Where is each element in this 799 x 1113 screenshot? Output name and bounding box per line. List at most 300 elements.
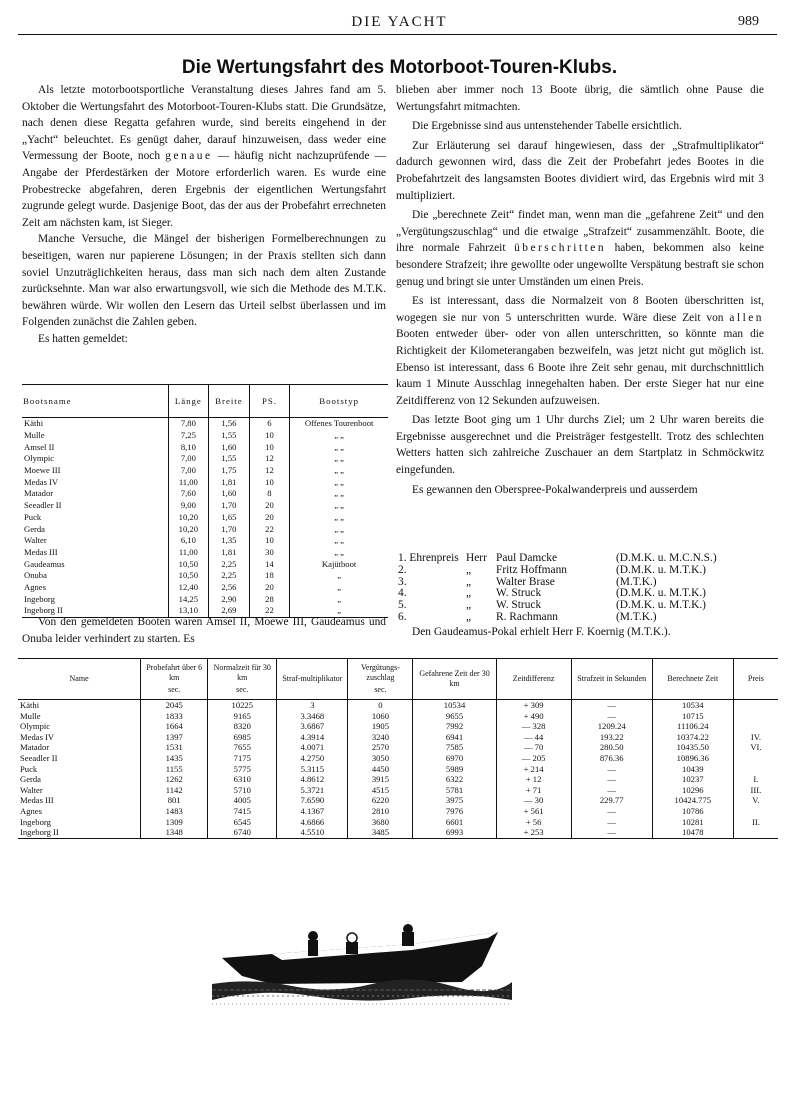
results-cell: 5775 xyxy=(208,764,277,775)
entries-row xyxy=(22,488,388,500)
result-boat-name: Matador xyxy=(20,742,50,753)
entries-cell: 18 xyxy=(249,570,290,582)
results-cell: I. xyxy=(733,774,778,785)
entries-cell: „ „ xyxy=(290,488,388,500)
entries-cell: 6 xyxy=(249,418,290,430)
results-cell: + 490 xyxy=(496,711,571,722)
entries-cell: 8,10 xyxy=(168,441,209,453)
results-cell: 4.2750 xyxy=(277,753,348,764)
entries-header-4: Bootstyp xyxy=(290,385,388,418)
left-paragraph-1: Als letzte motorbootsportliche Veranstaltung dieses Jahres fand am 5. Oktober die Wertungsfahrt des Motorboot-Touren-Klubs statt. Die Grundsätze, nach denen diese Regatta gefahren wurde, sind bereits eingehend in der „Yacht“ beleuchtet. Es genügt daher, darauf hinzuweisen, dass weder eine Vermessung der Boote, noch genaue — häufig nicht nachzuprüfende — Angabe der Pferdestärken der Motore erforderlich waren. Es wurde eine Probestrecke abgefahren, deren Ergebnis der eigentlichen Wertungsfahrt zugrunde gelegt wurde. Dasjenige Boot, das der aus der Probefahrt errechneten Zeit am nächsten kam, ist Sieger. xyxy=(22,84,386,229)
entries-cell: 1,81 xyxy=(209,476,250,488)
results-cell: 10534 xyxy=(413,700,496,711)
boat-name: Medas IV xyxy=(24,476,59,487)
results-cell: — xyxy=(571,817,652,828)
boat-name: Olympic xyxy=(24,453,55,464)
entries-cell: „ „ xyxy=(290,430,388,442)
entries-row xyxy=(22,430,388,442)
entries-row xyxy=(22,441,388,453)
entries-cell: 14 xyxy=(249,558,290,570)
result-boat-name: Mulle xyxy=(20,710,41,721)
winner-pre: „ xyxy=(466,575,472,588)
entries-cell: 30 xyxy=(249,547,290,559)
results-header-9 xyxy=(733,659,778,700)
results-cell: 229.77 xyxy=(571,795,652,806)
page-header xyxy=(0,14,799,34)
results-cell: 2810 xyxy=(348,806,413,817)
winner-pre: „ xyxy=(466,610,472,623)
results-cell: + 309 xyxy=(496,700,571,711)
results-table xyxy=(18,658,778,839)
result-boat-name: Medas III xyxy=(20,795,54,806)
winner-club: (M.T.K.) xyxy=(616,575,657,588)
results-row xyxy=(18,742,778,753)
boat-name: Käthi xyxy=(24,418,44,429)
results-cell: 3 xyxy=(277,700,348,711)
entries-cell: 13,10 xyxy=(168,605,209,617)
results-cell: 6220 xyxy=(348,795,413,806)
entries-cell: 7,60 xyxy=(168,488,209,500)
results-cell: 1262 xyxy=(141,774,208,785)
entries-cell: 10,50 xyxy=(168,558,209,570)
results-cell: 10786 xyxy=(652,806,733,817)
entries-cell: 1,65 xyxy=(209,512,250,524)
entries-header-3: PS. xyxy=(249,385,290,418)
results-cell xyxy=(733,700,778,711)
winner-club: (D.M.K. u. M.C.N.S.) xyxy=(616,552,717,564)
entries-cell: Offenes Tourenboot xyxy=(290,418,388,430)
results-row xyxy=(18,774,778,785)
left-column xyxy=(22,82,386,348)
results-cell xyxy=(733,827,778,838)
entries-header-1: Länge xyxy=(168,385,209,418)
entries-cell: „ „ xyxy=(290,523,388,535)
results-cell: — xyxy=(571,785,652,796)
results-cell: 10896.36 xyxy=(652,753,733,764)
pokal-line: Den Gaudeamus-Pokal erhielt Herr F. Koernig (M.T.K.). xyxy=(412,626,671,638)
results-cell: 10281 xyxy=(652,817,733,828)
entries-header-2: Breite xyxy=(209,385,250,418)
results-header-0 xyxy=(18,659,141,700)
results-cell: 1142 xyxy=(141,785,208,796)
results-cell xyxy=(733,721,778,732)
results-header-label: Preis xyxy=(747,674,764,683)
entries-cell: „ „ xyxy=(290,453,388,465)
entries-cell: „ „ xyxy=(290,500,388,512)
results-cell: 2570 xyxy=(348,742,413,753)
results-cell: VI. xyxy=(733,742,778,753)
winner-place: 5. xyxy=(398,599,407,612)
winner-row xyxy=(396,612,719,624)
results-cell: 7175 xyxy=(208,753,277,764)
entries-cell: 10 xyxy=(249,535,290,547)
boat-name: Gaudeamus xyxy=(24,558,65,569)
results-header-2 xyxy=(208,659,277,700)
entries-cell: 12 xyxy=(249,465,290,477)
winner-name: Walter Brase xyxy=(496,575,555,588)
right-column xyxy=(396,82,764,501)
entries-row xyxy=(22,453,388,465)
winner-pre: „ xyxy=(466,563,472,576)
results-row xyxy=(18,764,778,775)
results-cell: 10225 xyxy=(208,700,277,711)
results-cell: 5781 xyxy=(413,785,496,796)
results-cell: 7585 xyxy=(413,742,496,753)
entries-cell: „ „ xyxy=(290,547,388,559)
results-header-label: Normalzeit für 30 km xyxy=(213,663,271,682)
results-cell: 9655 xyxy=(413,711,496,722)
winners-list xyxy=(396,553,719,624)
results-header-label: Vergütungs-zuschlag xyxy=(360,663,400,682)
results-cell: 10439 xyxy=(652,764,733,775)
entries-cell: „ „ xyxy=(290,535,388,547)
winner-club: (D.M.K. u. M.T.K.) xyxy=(616,587,706,600)
winner-place: 6. xyxy=(398,610,407,623)
results-cell: 3050 xyxy=(348,753,413,764)
entries-cell: 7,00 xyxy=(168,465,209,477)
entries-cell: 2,90 xyxy=(209,593,250,605)
winner-pre: Herr xyxy=(466,552,487,564)
results-cell: 4.6866 xyxy=(277,817,348,828)
result-boat-name: Ingeborg xyxy=(20,816,51,827)
entries-row xyxy=(22,582,388,594)
results-cell: 1209.24 xyxy=(571,721,652,732)
results-header-8 xyxy=(652,659,733,700)
entries-cell: 20 xyxy=(249,582,290,594)
winner-name: W. Struck xyxy=(496,599,542,612)
results-header-label: Gefahrene Zeit der 30 km xyxy=(419,669,490,688)
entries-cell: 12,40 xyxy=(168,582,209,594)
entries-cell: 2,25 xyxy=(209,558,250,570)
entries-cell: 10 xyxy=(249,441,290,453)
results-cell: 1531 xyxy=(141,742,208,753)
results-cell: 7976 xyxy=(413,806,496,817)
results-cell: 3485 xyxy=(348,827,413,838)
results-header-unit: sec. xyxy=(168,685,181,694)
results-cell: 11106.24 xyxy=(652,721,733,732)
boat-name: Ingeborg II xyxy=(22,605,168,617)
results-cell xyxy=(733,753,778,764)
entries-cell: 7,80 xyxy=(168,418,209,430)
winner-place: 4. xyxy=(398,587,407,600)
winner-club: (D.M.K. u. M.T.K.) xyxy=(616,599,706,612)
results-cell: 9165 xyxy=(208,711,277,722)
results-cell: 4005 xyxy=(208,795,277,806)
results-cell: — xyxy=(571,711,652,722)
entries-cell: 11,00 xyxy=(168,476,209,488)
winner-name: Paul Damcke xyxy=(496,552,558,564)
winner-row xyxy=(396,565,719,577)
entries-row xyxy=(22,558,388,570)
entries-cell: „ xyxy=(290,570,388,582)
results-row xyxy=(18,711,778,722)
results-cell: II. xyxy=(733,817,778,828)
results-cell: 10374.22 xyxy=(652,732,733,743)
entries-row xyxy=(22,512,388,524)
entries-table xyxy=(22,384,388,618)
results-cell xyxy=(733,711,778,722)
entries-cell: 10 xyxy=(249,430,290,442)
results-cell: 5989 xyxy=(413,764,496,775)
entries-row xyxy=(22,500,388,512)
results-cell: — 30 xyxy=(496,795,571,806)
result-boat-name: Ingeborg II xyxy=(18,827,141,838)
results-row xyxy=(18,700,778,711)
results-cell: — 205 xyxy=(496,753,571,764)
right-paragraph-4: Die „berechnete Zeit“ findet man, wenn man die „gefahrene Zeit“ und den „Vergütungszuschlag“ und die etwaige „Strafzeit“ zusammenzählt. Boote, die ihre normale Fahrzeit überschritten haben, bekommen also keine besondere Strafzeit; ihre gewollte oder ungewollte Verspätung bestraft sie schon genug und bringt sie unter Umständen um einen Preis. xyxy=(396,209,764,288)
results-header-1 xyxy=(141,659,208,700)
boat-name: Agnes xyxy=(24,581,46,592)
results-cell: 6545 xyxy=(208,817,277,828)
results-cell: 3.3468 xyxy=(277,711,348,722)
results-cell: 280.50 xyxy=(571,742,652,753)
results-cell: 5.3721 xyxy=(277,785,348,796)
entries-cell: 10,20 xyxy=(168,523,209,535)
result-boat-name: Seeadler II xyxy=(20,753,58,764)
results-cell: 1348 xyxy=(141,827,208,838)
results-header-unit: sec. xyxy=(236,685,249,694)
results-header-label: Straf-multiplikator xyxy=(282,674,343,683)
motorboat-illustration xyxy=(212,920,512,1010)
entries-cell: 1,55 xyxy=(209,453,250,465)
results-cell: 4515 xyxy=(348,785,413,796)
results-header-5 xyxy=(413,659,496,700)
results-cell: 10296 xyxy=(652,785,733,796)
results-header-3 xyxy=(277,659,348,700)
results-cell: 6740 xyxy=(208,827,277,838)
entries-cell: „ „ xyxy=(290,476,388,488)
boat-name: Gerda xyxy=(24,523,45,534)
results-cell: 1905 xyxy=(348,721,413,732)
right-paragraph-3: Zur Erläuterung sei darauf hingewiesen, dass der „Strafmultiplikator“ dadurch gewonnen wird, dass die Zeit der Probefahrt jedes Bootes in die Probefahrtzeit des langsamsten Bootes dividiert wird, das Ergebnis wird mit 3 multipliziert. xyxy=(396,139,764,202)
article-title: Die Wertungsfahrt des Motorboot-Touren-Klubs. xyxy=(181,57,618,78)
entries-row xyxy=(22,465,388,477)
results-cell: 3.6867 xyxy=(277,721,348,732)
entries-cell: 7,00 xyxy=(168,453,209,465)
results-cell: 4.1367 xyxy=(277,806,348,817)
result-boat-name: Walter xyxy=(20,784,43,795)
results-cell: 3975 xyxy=(413,795,496,806)
left-paragraph-2: Manche Versuche, die Mängel der bisherigen Formelberechnungen zu beseitigen, waren nur papierene Lösungen; in der Praxis stellten sich dann soviel Unzuträglichkeiten heraus, dass man sich nach dem alten Zustande zurücksehnte. Man war also erwartungsvoll, wie sich die Methode des M.T.K. bewähren würde. Wir wollen den Lesern das Urteil selbst überlassen und im Folgenden zunächst die Zahlen geben. xyxy=(22,233,386,329)
results-cell: 2045 xyxy=(141,700,208,711)
results-header-6 xyxy=(496,659,571,700)
results-cell: 7.6590 xyxy=(277,795,348,806)
entries-row xyxy=(22,593,388,605)
entries-row xyxy=(22,535,388,547)
results-cell: — xyxy=(571,806,652,817)
results-cell: V. xyxy=(733,795,778,806)
winner-name: Fritz Hoffmann xyxy=(496,563,567,576)
page-number: 989 xyxy=(738,14,759,29)
results-cell: 4450 xyxy=(348,764,413,775)
boat-name: Moewe III xyxy=(24,465,61,476)
results-cell: 6941 xyxy=(413,732,496,743)
entries-cell: 6,10 xyxy=(168,535,209,547)
entries-cell: 1,81 xyxy=(209,547,250,559)
results-row xyxy=(18,827,778,838)
results-cell: 4.0071 xyxy=(277,742,348,753)
results-cell: 6322 xyxy=(413,774,496,785)
winner-pre: „ xyxy=(466,587,472,600)
results-cell: — xyxy=(571,774,652,785)
journal-title: DIE YACHT xyxy=(351,14,448,30)
entries-cell: 1,70 xyxy=(209,500,250,512)
results-row xyxy=(18,795,778,806)
result-boat-name: Medas IV xyxy=(20,731,55,742)
results-cell: — xyxy=(571,827,652,838)
results-cell: 8320 xyxy=(208,721,277,732)
results-row xyxy=(18,817,778,828)
entries-row xyxy=(22,570,388,582)
entries-row xyxy=(22,523,388,535)
results-cell: 6985 xyxy=(208,732,277,743)
winner-place: 2. xyxy=(398,563,407,576)
results-cell: 6310 xyxy=(208,774,277,785)
winner-name: R. Rachmann xyxy=(496,610,559,623)
results-header-4 xyxy=(348,659,413,700)
result-boat-name: Gerda xyxy=(20,774,41,785)
winner-club: (M.T.K.) xyxy=(616,610,657,623)
boat-name: Mulle xyxy=(24,430,45,441)
results-cell: — 44 xyxy=(496,732,571,743)
results-row xyxy=(18,785,778,796)
results-cell: — xyxy=(571,764,652,775)
entries-cell: 10,50 xyxy=(168,570,209,582)
entries-cell: 12 xyxy=(249,453,290,465)
entries-cell: 7,25 xyxy=(168,430,209,442)
results-cell: 4.8612 xyxy=(277,774,348,785)
entries-row xyxy=(22,476,388,488)
winner-place: 1. Ehrenpreis xyxy=(398,552,459,564)
results-cell: 1397 xyxy=(141,732,208,743)
results-cell: 10237 xyxy=(652,774,733,785)
results-row xyxy=(18,806,778,817)
entries-cell: 10 xyxy=(249,476,290,488)
results-cell: 7655 xyxy=(208,742,277,753)
results-cell: 3240 xyxy=(348,732,413,743)
results-cell: + 56 xyxy=(496,817,571,828)
entries-cell: 2,69 xyxy=(209,605,250,617)
entries-cell: 1,60 xyxy=(209,441,250,453)
results-row xyxy=(18,721,778,732)
entries-cell: „ xyxy=(290,605,388,617)
results-cell: 10534 xyxy=(652,700,733,711)
entries-cell: „ „ xyxy=(290,441,388,453)
results-row xyxy=(18,753,778,764)
entries-cell: 2,25 xyxy=(209,570,250,582)
left-paragraph-3: Es hatten gemeldet: xyxy=(38,332,128,345)
results-header-label: Berechnete Zeit xyxy=(667,674,719,683)
results-cell: 10435.50 xyxy=(652,742,733,753)
entries-cell: 2,56 xyxy=(209,582,250,594)
results-cell: 10478 xyxy=(652,827,733,838)
results-header-label: Strafzeit in Sekunden xyxy=(577,674,647,683)
entries-cell: 1,60 xyxy=(209,488,250,500)
entries-row xyxy=(22,547,388,559)
results-cell: 5.3115 xyxy=(277,764,348,775)
entries-cell: 20 xyxy=(249,500,290,512)
entries-row xyxy=(22,418,388,430)
entries-header-0: Bootsname xyxy=(22,385,168,418)
left-paragraph-4: Von den gemeldeten Booten waren Amsel II, Moewe III, Gaudeamus und Onuba leider verhindert zu starten. Es xyxy=(22,616,386,645)
results-cell: 10424.775 xyxy=(652,795,733,806)
results-cell: 0 xyxy=(348,700,413,711)
results-header-label: Probefahrt über 6 km xyxy=(146,663,203,682)
results-cell xyxy=(733,806,778,817)
entries-cell: 11,00 xyxy=(168,547,209,559)
entries-cell: 28 xyxy=(249,593,290,605)
boat-name: Amsel II xyxy=(24,441,55,452)
winner-pre: „ xyxy=(466,599,472,612)
results-cell: 7992 xyxy=(413,721,496,732)
results-cell: — 70 xyxy=(496,742,571,753)
results-cell: 876.36 xyxy=(571,753,652,764)
boat-name: Walter xyxy=(24,535,47,546)
right-paragraph-5: Es ist interessant, dass die Normalzeit von 8 Booten überschritten ist, wogegen sie nur von 5 unterschritten wurde. Wäre diese Zeit von allen Booten entweder über- oder von allen unterschritten, so könnte man die Richtigkeit der Kilometerangaben bezweifeln, was jetzt nicht gut möglich ist. Ebenso ist interessant, dass 6 Boote ihre Zeit sehr genau, mit durchschnittlich kaum 1 Minute Ausschlag innegehalten haben. Der erste Sieger hat nur eine Zeitdifferenz von 12 Sekunden aufzuweisen. xyxy=(396,295,764,407)
results-cell: 3680 xyxy=(348,817,413,828)
entries-cell: 14,25 xyxy=(168,593,209,605)
results-cell: 1833 xyxy=(141,711,208,722)
results-cell: 1060 xyxy=(348,711,413,722)
results-header-7 xyxy=(571,659,652,700)
boat-name: Medas III xyxy=(24,546,58,557)
boat-name: Puck xyxy=(24,511,42,522)
results-cell: 5710 xyxy=(208,785,277,796)
results-cell: + 561 xyxy=(496,806,571,817)
right-paragraph-1: blieben aber immer noch 13 Boote übrig, die sämtlich ohne Pause die Wertungsfahrt mitmachten. xyxy=(396,84,764,113)
results-cell: 1664 xyxy=(141,721,208,732)
winner-name: W. Struck xyxy=(496,587,542,600)
results-cell: 1435 xyxy=(141,753,208,764)
results-cell: 801 xyxy=(141,795,208,806)
results-header-label: Name xyxy=(69,674,89,683)
entries-cell: 1,70 xyxy=(209,523,250,535)
entries-cell: 20 xyxy=(249,512,290,524)
right-paragraph-6: Das letzte Boot ging um 1 Uhr durchs Ziel; um 2 Uhr waren bereits die Ergebnisse ausgerechnet und die Preisträger festgestellt. Trotz des schlechten Wetters hatten sich zahlreiche Zuschauer an dem Startplatz in Schmöckwitz eingefunden. xyxy=(396,414,764,477)
results-cell: 10715 xyxy=(652,711,733,722)
entries-cell: Kajütboot xyxy=(290,558,388,570)
entries-cell: 10,20 xyxy=(168,512,209,524)
entries-cell: 8 xyxy=(249,488,290,500)
result-boat-name: Olympic xyxy=(20,721,51,732)
winner-place: 3. xyxy=(398,575,407,588)
results-cell: 6601 xyxy=(413,817,496,828)
right-paragraph-2: Die Ergebnisse sind aus untenstehender Tabelle ersichtlich. xyxy=(412,120,682,133)
entries-cell: 22 xyxy=(249,523,290,535)
results-cell: + 214 xyxy=(496,764,571,775)
boat-name: Matador xyxy=(24,488,54,499)
results-header-label: Zeitdifferenz xyxy=(512,674,555,683)
results-cell: III. xyxy=(733,785,778,796)
results-cell: + 71 xyxy=(496,785,571,796)
entries-cell: 1,56 xyxy=(209,418,250,430)
results-cell: 1155 xyxy=(141,764,208,775)
boat-name: Onuba xyxy=(24,570,47,581)
boat-name: Ingeborg xyxy=(24,593,55,604)
results-cell: 6970 xyxy=(413,753,496,764)
results-cell: 4.3914 xyxy=(277,732,348,743)
right-paragraph-7: Es gewannen den Oberspree-Pokalwanderpreis und ausserdem xyxy=(412,483,698,496)
entries-cell: „ xyxy=(290,593,388,605)
winner-club: (D.M.K. u. M.T.K.) xyxy=(616,563,706,576)
results-cell: 4.5510 xyxy=(277,827,348,838)
result-boat-name: Puck xyxy=(20,763,38,774)
entries-cell: 1,35 xyxy=(209,535,250,547)
boat-name: Seeadler II xyxy=(24,500,62,511)
results-cell: — xyxy=(571,700,652,711)
result-boat-name: Agnes xyxy=(20,806,42,817)
results-cell: 7415 xyxy=(208,806,277,817)
